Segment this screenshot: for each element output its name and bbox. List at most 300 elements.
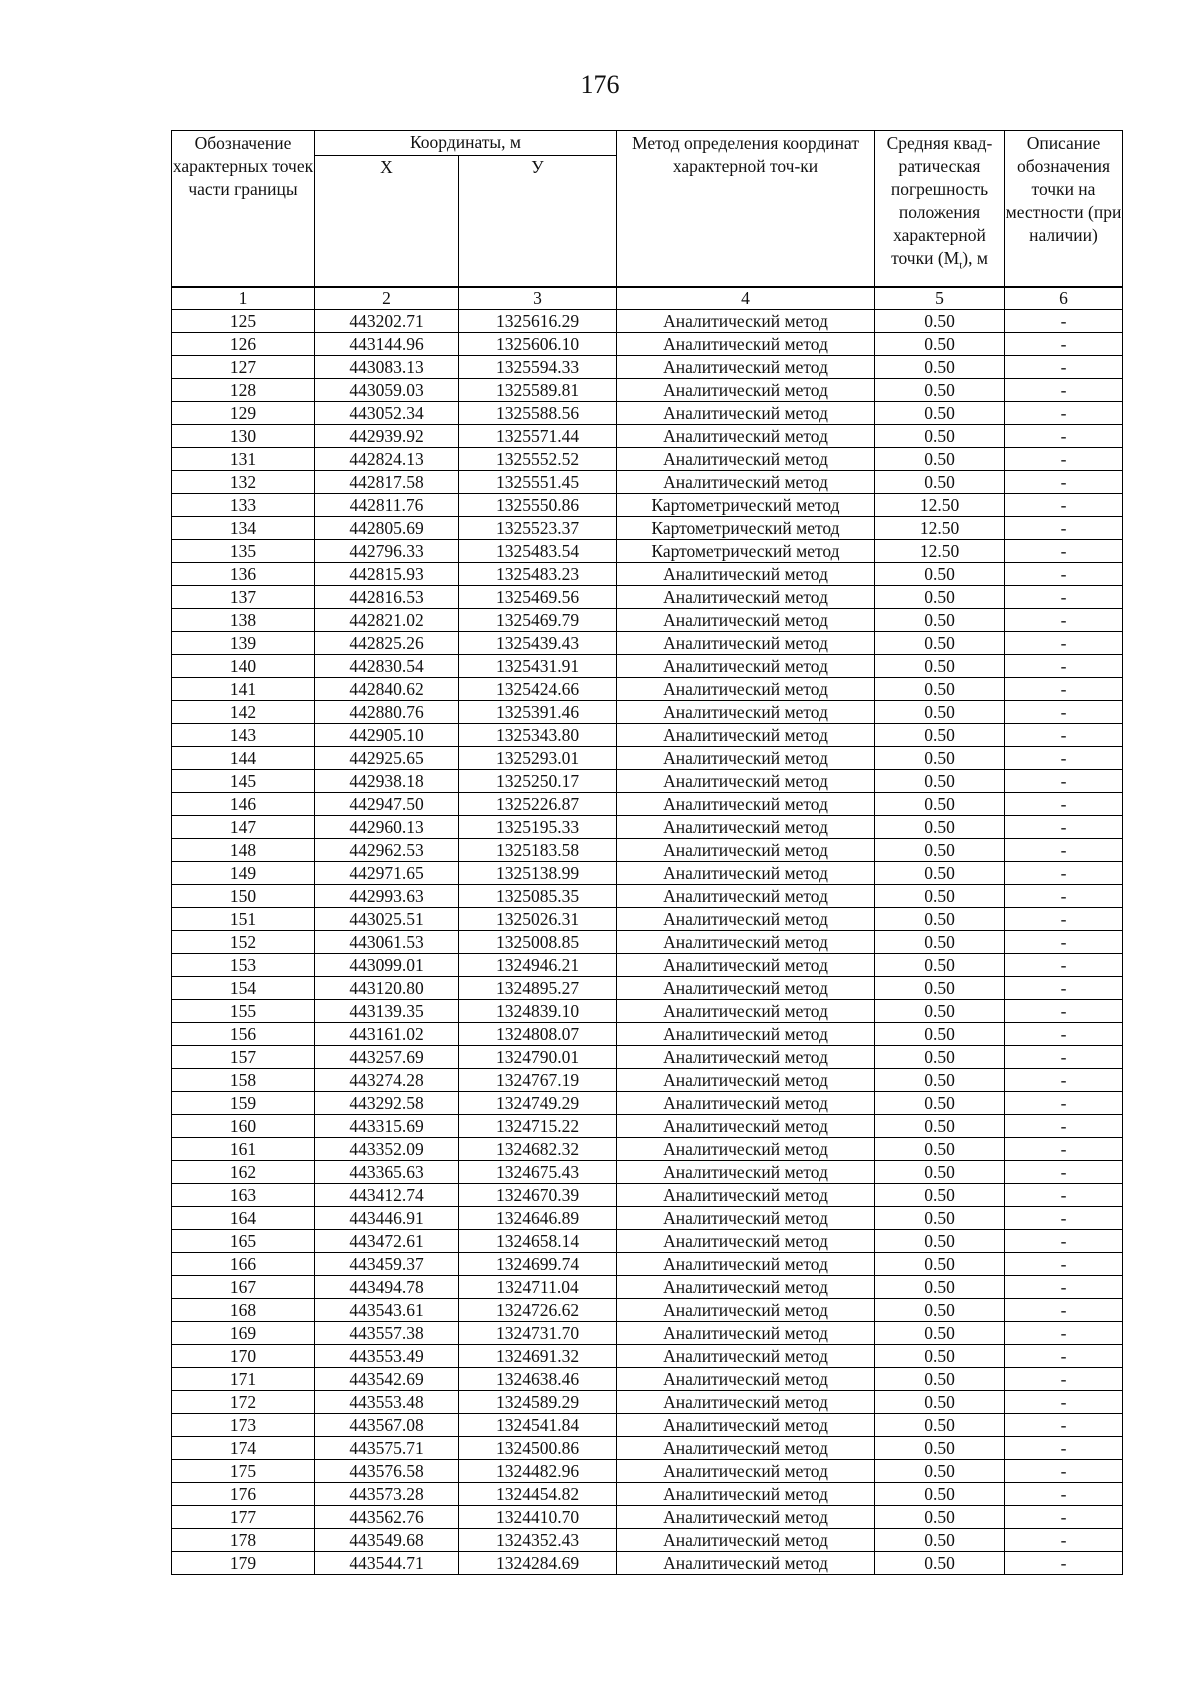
method-cell: Аналитический метод: [617, 1069, 875, 1092]
error-cell: 0.50: [875, 379, 1005, 402]
table-row: [172, 977, 1123, 1000]
error-cell: 0.50: [875, 1552, 1005, 1575]
method-cell: Картометрический метод: [617, 540, 875, 563]
x-coordinate-cell: 443459.37: [315, 1253, 459, 1276]
table-row: [172, 471, 1123, 494]
y-coordinate-cell: 1324691.32: [459, 1345, 617, 1368]
method-cell: Аналитический метод: [617, 839, 875, 862]
header-error-subscript: t: [959, 259, 963, 272]
y-coordinate-cell: 1325439.43: [459, 632, 617, 655]
table-row: [172, 1322, 1123, 1345]
method-cell: Аналитический метод: [617, 356, 875, 379]
table-row: [172, 793, 1123, 816]
description-cell: -: [1005, 1092, 1123, 1115]
method-cell: Аналитический метод: [617, 1115, 875, 1138]
column-number-row: [172, 287, 1123, 310]
table-row: [172, 1069, 1123, 1092]
description-cell: -: [1005, 1207, 1123, 1230]
table-row: [172, 310, 1123, 333]
error-cell: 0.50: [875, 1322, 1005, 1345]
table-header: [172, 131, 1123, 310]
x-coordinate-cell: 443575.71: [315, 1437, 459, 1460]
description-cell: -: [1005, 333, 1123, 356]
method-cell: Аналитический метод: [617, 310, 875, 333]
y-coordinate-cell: 1324482.96: [459, 1460, 617, 1483]
y-coordinate-cell: 1324670.39: [459, 1184, 617, 1207]
x-coordinate-cell: 443315.69: [315, 1115, 459, 1138]
y-coordinate-cell: 1325523.37: [459, 517, 617, 540]
error-cell: 0.50: [875, 908, 1005, 931]
y-coordinate-cell: 1325424.66: [459, 678, 617, 701]
table-row: [172, 540, 1123, 563]
method-cell: Аналитический метод: [617, 1276, 875, 1299]
point-number-cell: 178: [172, 1529, 315, 1552]
method-cell: Аналитический метод: [617, 609, 875, 632]
error-cell: 0.50: [875, 632, 1005, 655]
table-row: [172, 839, 1123, 862]
description-cell: -: [1005, 1391, 1123, 1414]
method-cell: Аналитический метод: [617, 977, 875, 1000]
y-coordinate-cell: 1325469.79: [459, 609, 617, 632]
point-number-cell: 133: [172, 494, 315, 517]
description-cell: -: [1005, 1322, 1123, 1345]
y-coordinate-cell: 1325343.80: [459, 724, 617, 747]
table-row: [172, 747, 1123, 770]
error-cell: 0.50: [875, 402, 1005, 425]
method-cell: Аналитический метод: [617, 908, 875, 931]
description-cell: -: [1005, 1276, 1123, 1299]
error-cell: 0.50: [875, 770, 1005, 793]
x-coordinate-cell: 443549.68: [315, 1529, 459, 1552]
method-cell: Аналитический метод: [617, 954, 875, 977]
error-cell: 12.50: [875, 494, 1005, 517]
column-number: 6: [1005, 287, 1123, 310]
point-number-cell: 161: [172, 1138, 315, 1161]
y-coordinate-cell: 1324726.62: [459, 1299, 617, 1322]
x-coordinate-cell: 443274.28: [315, 1069, 459, 1092]
error-cell: 0.50: [875, 1391, 1005, 1414]
error-cell: 0.50: [875, 724, 1005, 747]
x-coordinate-cell: 443292.58: [315, 1092, 459, 1115]
x-coordinate-cell: 443562.76: [315, 1506, 459, 1529]
method-cell: Картометрический метод: [617, 494, 875, 517]
point-number-cell: 169: [172, 1322, 315, 1345]
header-x: Х: [315, 156, 459, 288]
table-row: [172, 1460, 1123, 1483]
description-cell: -: [1005, 1000, 1123, 1023]
point-number-cell: 165: [172, 1230, 315, 1253]
method-cell: Аналитический метод: [617, 1138, 875, 1161]
method-cell: Аналитический метод: [617, 1322, 875, 1345]
point-number-cell: 149: [172, 862, 315, 885]
y-coordinate-cell: 1324638.46: [459, 1368, 617, 1391]
table-row: [172, 908, 1123, 931]
table-row: [172, 402, 1123, 425]
error-cell: 0.50: [875, 1529, 1005, 1552]
x-coordinate-cell: 443120.80: [315, 977, 459, 1000]
error-cell: 0.50: [875, 701, 1005, 724]
point-number-cell: 172: [172, 1391, 315, 1414]
error-cell: 0.50: [875, 1046, 1005, 1069]
x-coordinate-cell: 442962.53: [315, 839, 459, 862]
description-cell: -: [1005, 1253, 1123, 1276]
coordinates-table: [171, 130, 1123, 1575]
description-cell: -: [1005, 1529, 1123, 1552]
column-number: 3: [459, 287, 617, 310]
table-row: [172, 816, 1123, 839]
description-cell: -: [1005, 655, 1123, 678]
error-cell: 0.50: [875, 954, 1005, 977]
method-cell: Аналитический метод: [617, 1552, 875, 1575]
description-cell: -: [1005, 1483, 1123, 1506]
method-cell: Аналитический метод: [617, 1483, 875, 1506]
error-cell: 0.50: [875, 678, 1005, 701]
point-number-cell: 129: [172, 402, 315, 425]
table-row: [172, 1299, 1123, 1322]
method-cell: Аналитический метод: [617, 1414, 875, 1437]
x-coordinate-cell: 443061.53: [315, 931, 459, 954]
x-coordinate-cell: 442939.92: [315, 425, 459, 448]
error-cell: 0.50: [875, 1368, 1005, 1391]
point-number-cell: 163: [172, 1184, 315, 1207]
error-cell: 0.50: [875, 885, 1005, 908]
table-row: [172, 1000, 1123, 1023]
error-cell: 0.50: [875, 655, 1005, 678]
y-coordinate-cell: 1324675.43: [459, 1161, 617, 1184]
table-row: [172, 1253, 1123, 1276]
method-cell: Аналитический метод: [617, 1253, 875, 1276]
error-cell: 0.50: [875, 1437, 1005, 1460]
error-cell: 0.50: [875, 1092, 1005, 1115]
x-coordinate-cell: 443059.03: [315, 379, 459, 402]
y-coordinate-cell: 1324682.32: [459, 1138, 617, 1161]
y-coordinate-cell: 1325026.31: [459, 908, 617, 931]
table-row: [172, 1437, 1123, 1460]
description-cell: -: [1005, 609, 1123, 632]
description-cell: -: [1005, 839, 1123, 862]
method-cell: Аналитический метод: [617, 1437, 875, 1460]
table-row: [172, 586, 1123, 609]
y-coordinate-cell: 1325571.44: [459, 425, 617, 448]
header-y: У: [459, 156, 617, 288]
method-cell: Аналитический метод: [617, 931, 875, 954]
y-coordinate-cell: 1324808.07: [459, 1023, 617, 1046]
point-number-cell: 171: [172, 1368, 315, 1391]
error-cell: 0.50: [875, 1253, 1005, 1276]
point-number-cell: 154: [172, 977, 315, 1000]
error-cell: 0.50: [875, 816, 1005, 839]
y-coordinate-cell: 1324731.70: [459, 1322, 617, 1345]
table-row: [172, 333, 1123, 356]
description-cell: -: [1005, 954, 1123, 977]
method-cell: Аналитический метод: [617, 793, 875, 816]
description-cell: -: [1005, 632, 1123, 655]
x-coordinate-cell: 443557.38: [315, 1322, 459, 1345]
table-row: [172, 1345, 1123, 1368]
method-cell: Аналитический метод: [617, 1368, 875, 1391]
y-coordinate-cell: 1325594.33: [459, 356, 617, 379]
method-cell: Аналитический метод: [617, 1345, 875, 1368]
description-cell: -: [1005, 1046, 1123, 1069]
x-coordinate-cell: 443544.71: [315, 1552, 459, 1575]
description-cell: -: [1005, 862, 1123, 885]
header-coordinates: Координаты, м: [315, 131, 617, 156]
y-coordinate-cell: 1325085.35: [459, 885, 617, 908]
y-coordinate-cell: 1325550.86: [459, 494, 617, 517]
y-coordinate-cell: 1324541.84: [459, 1414, 617, 1437]
error-cell: 0.50: [875, 1299, 1005, 1322]
point-number-cell: 174: [172, 1437, 315, 1460]
x-coordinate-cell: 442817.58: [315, 471, 459, 494]
description-cell: -: [1005, 678, 1123, 701]
y-coordinate-cell: 1324410.70: [459, 1506, 617, 1529]
method-cell: Аналитический метод: [617, 724, 875, 747]
x-coordinate-cell: 443052.34: [315, 402, 459, 425]
table-row: [172, 494, 1123, 517]
error-cell: 0.50: [875, 1000, 1005, 1023]
x-coordinate-cell: 443025.51: [315, 908, 459, 931]
y-coordinate-cell: 1325616.29: [459, 310, 617, 333]
point-number-cell: 156: [172, 1023, 315, 1046]
description-cell: -: [1005, 977, 1123, 1000]
x-coordinate-cell: 443543.61: [315, 1299, 459, 1322]
column-number: 1: [172, 287, 315, 310]
error-cell: 0.50: [875, 1345, 1005, 1368]
error-cell: 0.50: [875, 333, 1005, 356]
method-cell: Аналитический метод: [617, 379, 875, 402]
y-coordinate-cell: 1325606.10: [459, 333, 617, 356]
table-row: [172, 954, 1123, 977]
description-cell: -: [1005, 1138, 1123, 1161]
error-cell: 0.50: [875, 563, 1005, 586]
x-coordinate-cell: 442840.62: [315, 678, 459, 701]
description-cell: -: [1005, 310, 1123, 333]
table-row: [172, 1230, 1123, 1253]
error-cell: 0.50: [875, 977, 1005, 1000]
point-number-cell: 173: [172, 1414, 315, 1437]
error-cell: 0.50: [875, 448, 1005, 471]
point-number-cell: 132: [172, 471, 315, 494]
error-cell: 0.50: [875, 356, 1005, 379]
description-cell: -: [1005, 1069, 1123, 1092]
table-row: [172, 1368, 1123, 1391]
method-cell: Аналитический метод: [617, 632, 875, 655]
x-coordinate-cell: 443573.28: [315, 1483, 459, 1506]
table-row: [172, 609, 1123, 632]
x-coordinate-cell: 443161.02: [315, 1023, 459, 1046]
x-coordinate-cell: 442815.93: [315, 563, 459, 586]
y-coordinate-cell: 1324711.04: [459, 1276, 617, 1299]
y-coordinate-cell: 1325293.01: [459, 747, 617, 770]
x-coordinate-cell: 443365.63: [315, 1161, 459, 1184]
method-cell: Аналитический метод: [617, 1046, 875, 1069]
method-cell: Аналитический метод: [617, 1000, 875, 1023]
point-number-cell: 150: [172, 885, 315, 908]
method-cell: Аналитический метод: [617, 425, 875, 448]
table-row: [172, 655, 1123, 678]
x-coordinate-cell: 442825.26: [315, 632, 459, 655]
method-cell: Аналитический метод: [617, 471, 875, 494]
y-coordinate-cell: 1325588.56: [459, 402, 617, 425]
method-cell: Аналитический метод: [617, 1506, 875, 1529]
table-row: [172, 379, 1123, 402]
header-error-unit: ), м: [962, 248, 988, 268]
method-cell: Аналитический метод: [617, 586, 875, 609]
description-cell: -: [1005, 563, 1123, 586]
point-number-cell: 126: [172, 333, 315, 356]
x-coordinate-cell: 442821.02: [315, 609, 459, 632]
method-cell: Картометрический метод: [617, 517, 875, 540]
error-cell: 0.50: [875, 1184, 1005, 1207]
error-cell: 0.50: [875, 1161, 1005, 1184]
method-cell: Аналитический метод: [617, 701, 875, 724]
description-cell: -: [1005, 1299, 1123, 1322]
header-error-text: Средняя квад-ратическая погрешность положения характерной точки (М: [886, 133, 993, 268]
y-coordinate-cell: 1325483.23: [459, 563, 617, 586]
point-number-cell: 142: [172, 701, 315, 724]
method-cell: Аналитический метод: [617, 333, 875, 356]
y-coordinate-cell: 1324767.19: [459, 1069, 617, 1092]
error-cell: 12.50: [875, 517, 1005, 540]
description-cell: -: [1005, 1161, 1123, 1184]
table-row: [172, 724, 1123, 747]
description-cell: -: [1005, 1184, 1123, 1207]
description-cell: -: [1005, 1506, 1123, 1529]
y-coordinate-cell: 1324658.14: [459, 1230, 617, 1253]
x-coordinate-cell: 443099.01: [315, 954, 459, 977]
table-row: [172, 425, 1123, 448]
y-coordinate-cell: 1324790.01: [459, 1046, 617, 1069]
description-cell: -: [1005, 770, 1123, 793]
description-cell: -: [1005, 1115, 1123, 1138]
point-number-cell: 144: [172, 747, 315, 770]
point-number-cell: 141: [172, 678, 315, 701]
method-cell: Аналитический метод: [617, 1230, 875, 1253]
point-number-cell: 179: [172, 1552, 315, 1575]
description-cell: -: [1005, 1023, 1123, 1046]
x-coordinate-cell: 443494.78: [315, 1276, 459, 1299]
method-cell: Аналитический метод: [617, 563, 875, 586]
header-mean-square-error: [875, 131, 1005, 288]
table-row: [172, 632, 1123, 655]
table-row: [172, 1207, 1123, 1230]
y-coordinate-cell: 1325551.45: [459, 471, 617, 494]
error-cell: 0.50: [875, 310, 1005, 333]
x-coordinate-cell: 443553.49: [315, 1345, 459, 1368]
x-coordinate-cell: 443139.35: [315, 1000, 459, 1023]
y-coordinate-cell: 1324589.29: [459, 1391, 617, 1414]
x-coordinate-cell: 443576.58: [315, 1460, 459, 1483]
table-row: [172, 770, 1123, 793]
error-cell: 0.50: [875, 1483, 1005, 1506]
point-number-cell: 136: [172, 563, 315, 586]
y-coordinate-cell: 1325008.85: [459, 931, 617, 954]
x-coordinate-cell: 442805.69: [315, 517, 459, 540]
description-cell: -: [1005, 1437, 1123, 1460]
description-cell: -: [1005, 793, 1123, 816]
point-number-cell: 134: [172, 517, 315, 540]
point-number-cell: 147: [172, 816, 315, 839]
point-number-cell: 145: [172, 770, 315, 793]
x-coordinate-cell: 443446.91: [315, 1207, 459, 1230]
y-coordinate-cell: 1324500.86: [459, 1437, 617, 1460]
table-row: [172, 356, 1123, 379]
description-cell: -: [1005, 701, 1123, 724]
method-cell: Аналитический метод: [617, 678, 875, 701]
error-cell: 0.50: [875, 1460, 1005, 1483]
table-row: [172, 563, 1123, 586]
table-row: [172, 1092, 1123, 1115]
point-number-cell: 175: [172, 1460, 315, 1483]
error-cell: 0.50: [875, 1115, 1005, 1138]
error-cell: 0.50: [875, 425, 1005, 448]
column-number: 5: [875, 287, 1005, 310]
description-cell: -: [1005, 908, 1123, 931]
description-cell: -: [1005, 1230, 1123, 1253]
table-row: [172, 448, 1123, 471]
error-cell: 0.50: [875, 793, 1005, 816]
error-cell: 0.50: [875, 609, 1005, 632]
point-number-cell: 153: [172, 954, 315, 977]
y-coordinate-cell: 1324646.89: [459, 1207, 617, 1230]
point-number-cell: 135: [172, 540, 315, 563]
table-row: [172, 1276, 1123, 1299]
y-coordinate-cell: 1324284.69: [459, 1552, 617, 1575]
table-row: [172, 862, 1123, 885]
table-row: [172, 1161, 1123, 1184]
description-cell: -: [1005, 586, 1123, 609]
y-coordinate-cell: 1324699.74: [459, 1253, 617, 1276]
error-cell: 0.50: [875, 747, 1005, 770]
description-cell: -: [1005, 494, 1123, 517]
point-number-cell: 138: [172, 609, 315, 632]
x-coordinate-cell: 442938.18: [315, 770, 459, 793]
point-number-cell: 160: [172, 1115, 315, 1138]
method-cell: Аналитический метод: [617, 402, 875, 425]
point-number-cell: 168: [172, 1299, 315, 1322]
x-coordinate-cell: 443202.71: [315, 310, 459, 333]
description-cell: -: [1005, 885, 1123, 908]
point-number-cell: 159: [172, 1092, 315, 1115]
x-coordinate-cell: 443567.08: [315, 1414, 459, 1437]
method-cell: Аналитический метод: [617, 885, 875, 908]
description-cell: -: [1005, 1345, 1123, 1368]
y-coordinate-cell: 1325431.91: [459, 655, 617, 678]
method-cell: Аналитический метод: [617, 1299, 875, 1322]
point-number-cell: 139: [172, 632, 315, 655]
table-row: [172, 517, 1123, 540]
method-cell: Аналитический метод: [617, 1529, 875, 1552]
error-cell: 0.50: [875, 1414, 1005, 1437]
x-coordinate-cell: 442960.13: [315, 816, 459, 839]
x-coordinate-cell: 443542.69: [315, 1368, 459, 1391]
point-number-cell: 146: [172, 793, 315, 816]
table-row: [172, 1184, 1123, 1207]
method-cell: Аналитический метод: [617, 1184, 875, 1207]
description-cell: -: [1005, 816, 1123, 839]
point-number-cell: 158: [172, 1069, 315, 1092]
point-number-cell: 164: [172, 1207, 315, 1230]
error-cell: 0.50: [875, 931, 1005, 954]
description-cell: -: [1005, 1460, 1123, 1483]
y-coordinate-cell: 1325195.33: [459, 816, 617, 839]
table-row: [172, 931, 1123, 954]
x-coordinate-cell: 442830.54: [315, 655, 459, 678]
point-number-cell: 152: [172, 931, 315, 954]
x-coordinate-cell: 442824.13: [315, 448, 459, 471]
point-number-cell: 167: [172, 1276, 315, 1299]
x-coordinate-cell: 443352.09: [315, 1138, 459, 1161]
